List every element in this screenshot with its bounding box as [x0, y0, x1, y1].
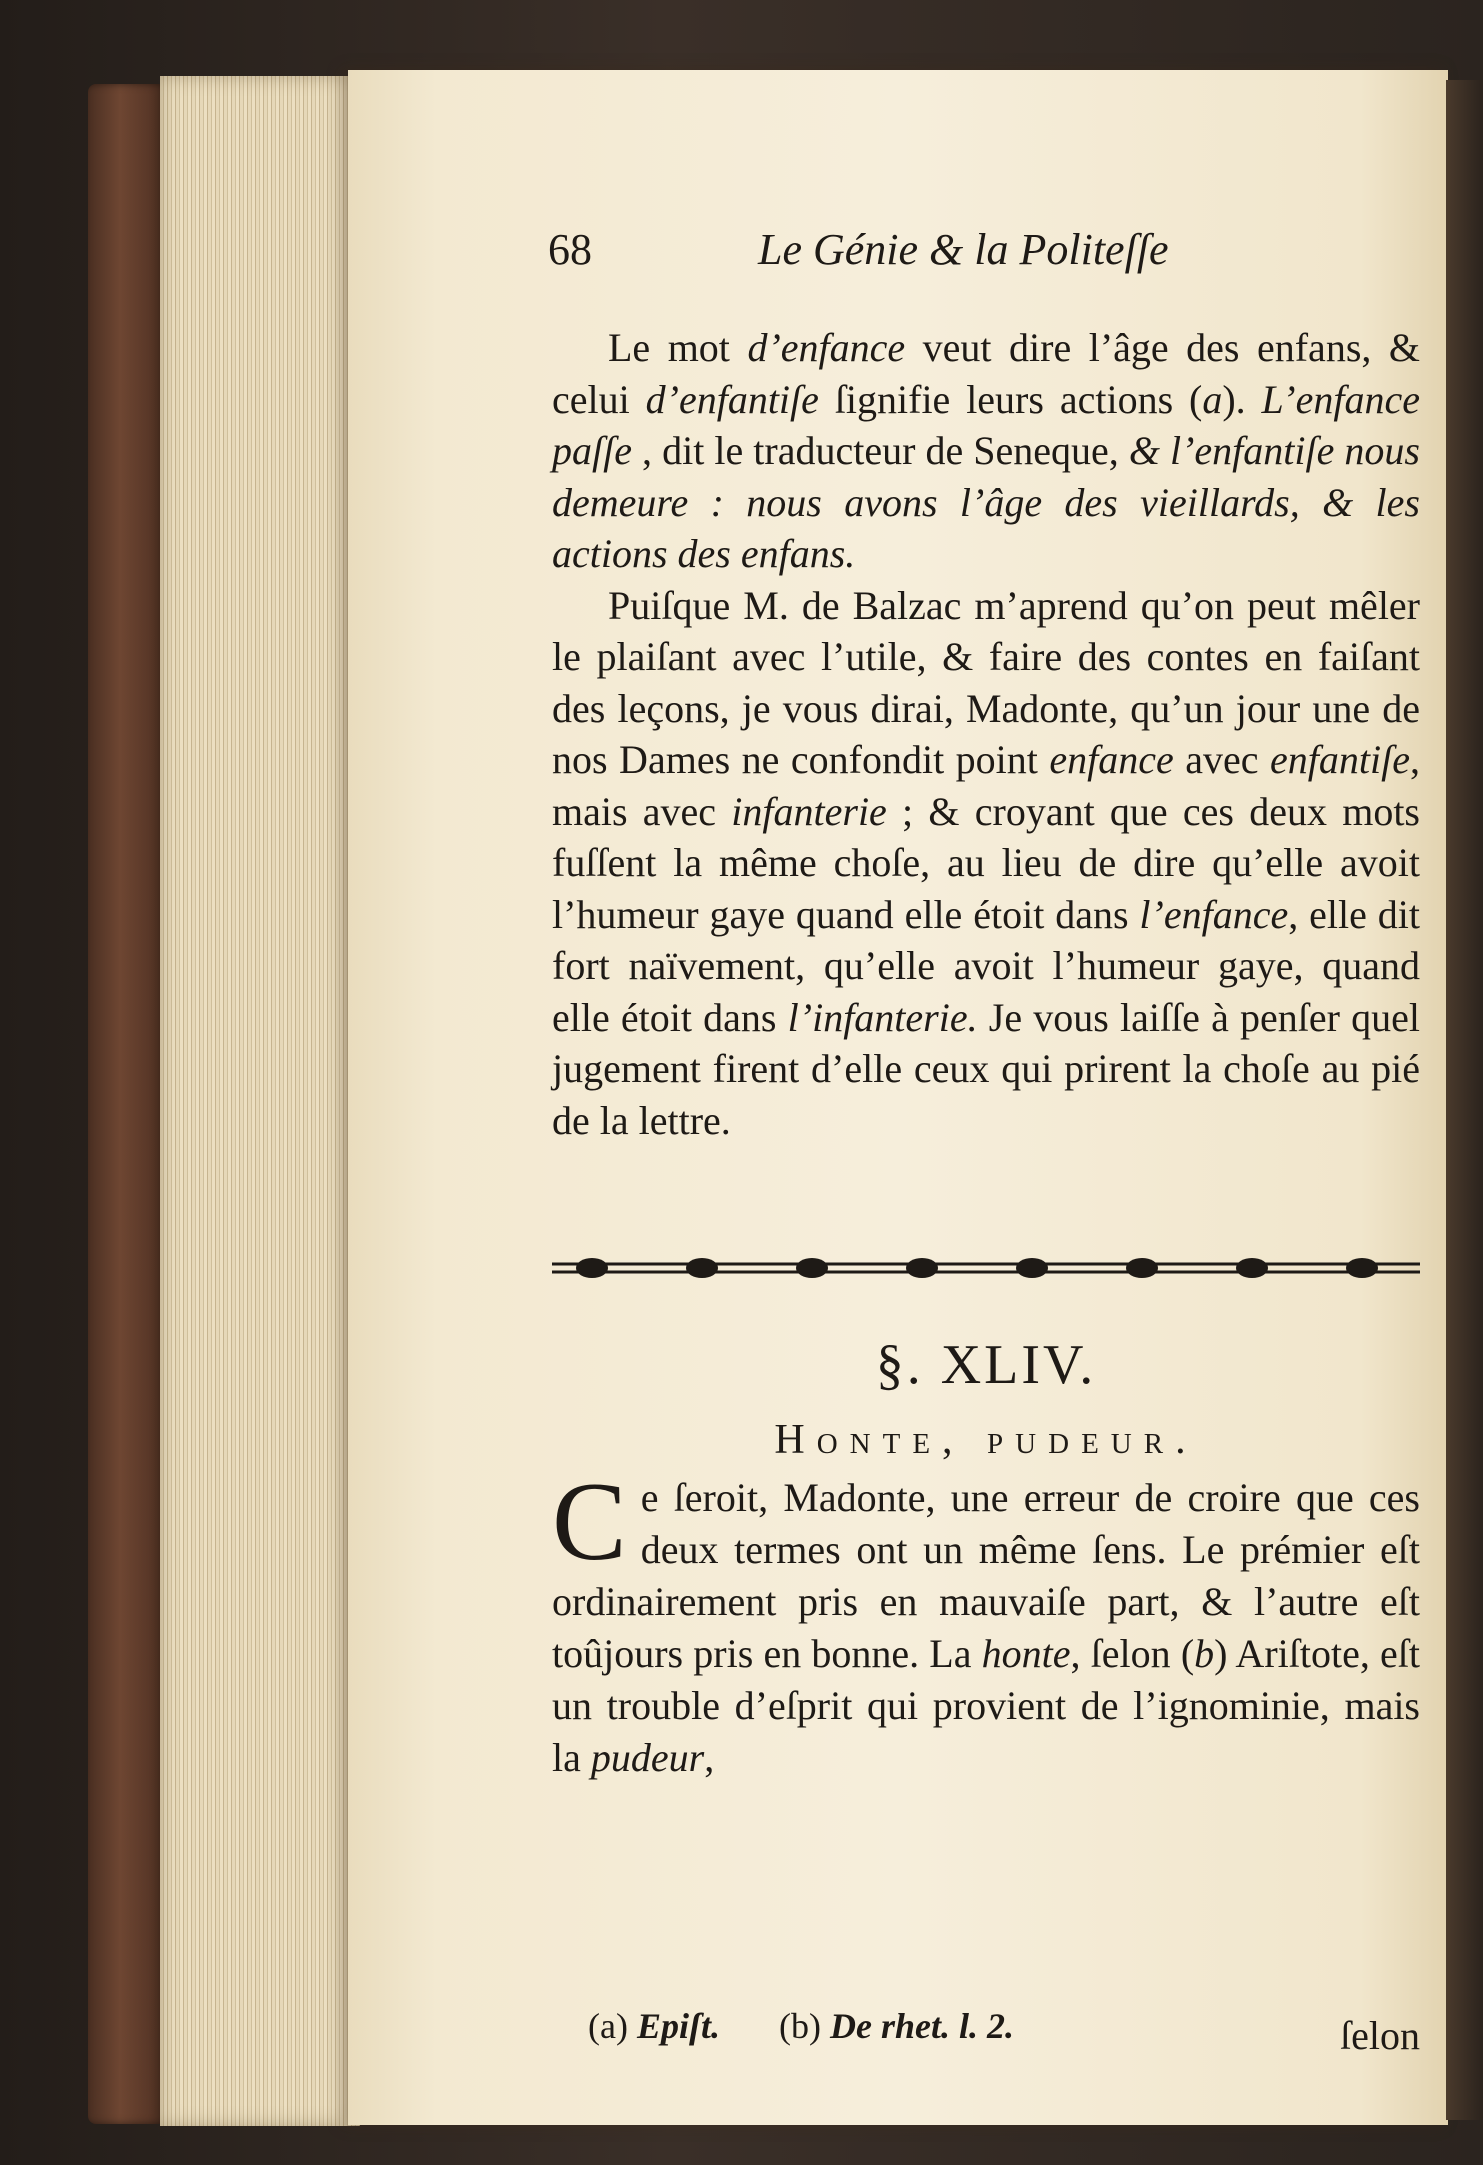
italic-run: d’enfantiſe	[645, 376, 819, 422]
page-edges	[160, 76, 360, 2126]
footnote-ref: a	[1202, 376, 1223, 422]
text-run: , dit le traducteur de Seneque,	[631, 428, 1129, 473]
right-page-edge	[1446, 80, 1483, 2120]
ornament-divider	[552, 1252, 1420, 1284]
drop-cap: C	[552, 1460, 627, 1584]
text-run: ; & croyant que ces deux mots fuſſent la même choſe, au lieu de dire qu’elle avoit l’humeur gaye quand elle étoit dans	[552, 788, 1420, 937]
footnote-mark: (a)	[588, 2006, 628, 2046]
italic-run: d’enfance	[747, 325, 906, 370]
italic-run: enfantiſe	[1270, 737, 1411, 782]
footnote-text: Epiſt.	[636, 2006, 720, 2046]
section-number: §. XLIV.	[875, 1334, 1097, 1396]
italic-run: & l’enfantiſe nous demeure : nous avons l’âge des vieillards, & les actions des enfans.	[552, 428, 1421, 576]
italic-run: l’infanterie.	[787, 994, 978, 1040]
footnote-mark: (b)	[778, 2006, 821, 2046]
footnote-text: De rhet. l. 2.	[829, 2006, 1014, 2046]
text-run: Puiſque M. de Balzac m’aprend qu’on peut mêler le plaiſant avec l’utile, & faire des contes en faiſant des leçons, je vous dirai, Madonte, qu’un jour une de nos Dames ne confondit point	[552, 582, 1420, 782]
text-run: e ſeroit, Madonte, une erreur de croire que ces deux termes ont un même ſens. Le prémier eſt ordinairement pris en mauvaiſe part, & l’autre eſt toûjours pris en bonne. La	[552, 1475, 1420, 1676]
italic-run: L’enfance paſſe	[552, 376, 1421, 473]
paragraph-2	[552, 580, 1420, 1147]
body-text	[552, 322, 1420, 1146]
italic-run: l’enfance	[1139, 891, 1289, 937]
italic-run: enfance	[1049, 737, 1174, 782]
catchword: ſelon	[1340, 2013, 1420, 2058]
text-run: , elle dit fort naïvement, qu’elle avoit l’humeur gaye, quand elle étoit dans	[552, 891, 1420, 1040]
paragraph-1	[552, 322, 1420, 580]
text-run: Le mot	[608, 325, 748, 370]
page-number: 68	[548, 225, 592, 274]
text-run: avec	[1173, 737, 1271, 782]
text-run: ) Ariſtote, eſt un trouble d’eſprit qui provient de l’ignominie, mais la	[552, 1631, 1420, 1780]
running-head	[548, 220, 1248, 280]
section-body	[552, 1460, 1420, 1784]
text-run: veut dire l’âge des enfans, & celui	[552, 325, 1420, 422]
italic-run: infanterie	[731, 788, 887, 834]
text-run: , ſelon (	[1070, 1631, 1195, 1676]
text-run: , mais avec	[552, 737, 1421, 834]
italic-run: honte	[981, 1631, 1071, 1676]
text-run: ).	[1222, 376, 1262, 422]
book-cover-edge	[88, 84, 168, 2124]
footnote-a	[588, 2006, 720, 2046]
footnotes	[588, 2000, 1064, 2052]
italic-run: pudeur	[590, 1735, 705, 1780]
section-title: Honte, pudeur.	[774, 1417, 1198, 1463]
text-run: ſignifie leurs actions (	[818, 376, 1203, 422]
footnote-b	[779, 2006, 1014, 2046]
text-run: ,	[704, 1735, 715, 1780]
text-run: Je vous laiſſe à penſer quel jugement firent d’elle ceux qui prirent la choſe au pié de la lettre.	[552, 994, 1420, 1143]
running-head-title: Le Génie & la Politeſſe	[758, 225, 1169, 274]
footnote-ref: b	[1194, 1631, 1215, 1676]
